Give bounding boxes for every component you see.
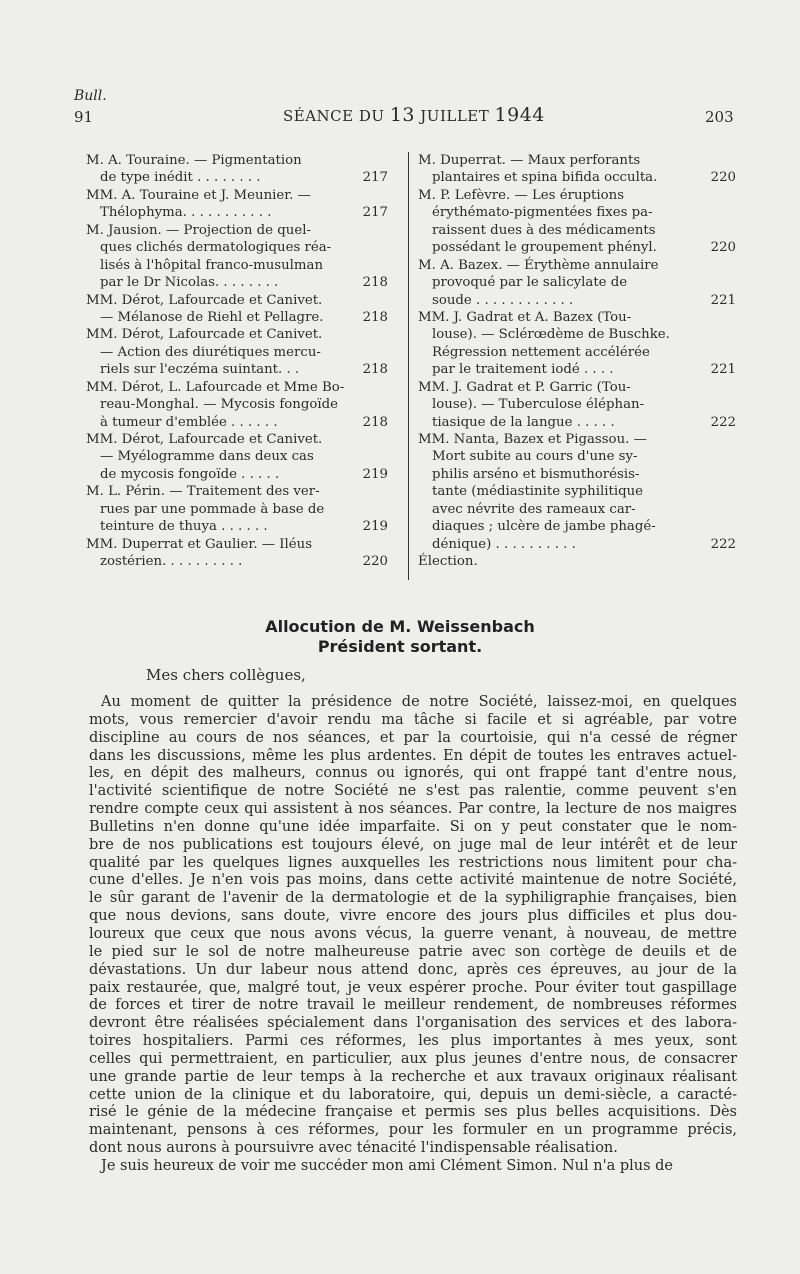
toc-entry-line: MM. J. Gadrat et A. Bazex (Tou- [418,309,632,325]
running-head-year: 1944 [494,104,545,126]
speech-line: paix restaurée, que, malgré tout, je veux espérer proche. Pour éviter tout gaspillage [89,979,737,996]
toc-entry-line: M. P. Lefèvre. — Les éruptions [418,187,625,203]
toc-page-number: 220 [710,240,736,256]
volume-number: 91 [74,108,94,126]
toc-entry-line: soude . . . . . . . . . . . . 221 [432,292,736,308]
speech-title [0,617,800,657]
speech-line: que nous devions, sans doute, vivre encore des jours plus difficiles et plus dou- [89,908,737,925]
toc-page-number: 218 [362,362,388,378]
toc-entry-line: — Action des diurétiques mercu- [100,344,321,360]
speech-line: une grande partie de leur temps à la recherche et aux travaux originaux réalisant [89,1068,737,1085]
speech-line: discipline au cours de nos séances, et par la courtoisie, qui n'a cessé de régner [89,729,737,746]
toc-entry-line: possédant le groupement phényl. 220 [432,240,736,256]
toc-entry-line: reau-Monghal. — Mycosis fongoïde [100,397,338,413]
toc-entry-line: rues par une pommade à base de [100,501,325,517]
toc-entry-line: MM. Dérot, Lafourcade et Canivet. [86,292,323,308]
page-number: 203 [705,108,734,126]
toc-entry-line: MM. Nanta, Bazex et Pigassou. — [418,432,647,447]
toc-entry-line: — Myélogramme dans deux cas [100,449,314,465]
speech-line: Au moment de quitter la présidence de notre Société, laissez-moi, en quelques [101,694,737,710]
speech-line: rendre compte ceux qui assistent à nos séances. Par contre, la lecture de nos maigres [89,801,737,818]
speech-line: le pied sur le sol de notre malheureuse patrie avec son cortège de deuils et de [89,943,737,960]
speech-line: Je suis heureux de voir me succéder mon ami Clément Simon. Nul n'a plus de [101,1157,673,1174]
speech-line: mots, vous remercier d'avoir rendu ma tâche si facile et si agréable, par votre [89,711,737,728]
toc-page-number: 218 [362,309,388,325]
toc-page-number: 218 [362,414,388,430]
speech-line: Bulletins n'en donne qu'une idée imparfaite. Si on y peut constater que le nom- [89,818,737,835]
toc-entry-line: louse). — Sclérœdème de Buschke. [432,327,670,343]
toc-entry [86,222,388,292]
column-divider [408,152,409,580]
speech-line: maintenant, pensons à ces réformes, pour les formuler en un programme précis, [89,1122,737,1139]
speech-line: de forces et tirer de notre travail le meilleur rendement, de nombreuses réformes [89,997,737,1014]
toc-entry [86,483,388,535]
toc-page-number: 222 [710,414,736,430]
toc-entry-line: M. Duperrat. — Maux perforants [418,153,641,168]
toc-entry-line: riels sur l'eczéma suintant. . . 218 [100,362,388,378]
toc-entry-line: de mycosis fongoïde . . . . . 219 [100,466,388,482]
journal-abbrev: Bull. [74,88,107,104]
toc-left-column [86,152,388,571]
toc-entry-line: par le traitement iodé . . . . 221 [432,362,736,378]
toc-entry [86,152,388,187]
toc-page-number: 221 [710,362,736,378]
toc-entry-line: louse). — Tuberculose éléphan- [432,397,645,413]
toc-entry [418,309,736,379]
toc-page-number: 217 [362,170,388,186]
speech-line: dont nous aurons à poursuivre avec ténacité l'indispensable réalisation. [89,1140,618,1157]
running-head-prefix: SÉANCE DU [283,107,385,125]
toc-entry-line: provoqué par le salicylate de [432,275,628,291]
toc-entry [86,292,388,327]
toc-entry-line: MM. J. Gadrat et P. Garric (Tou- [418,379,631,395]
speech-line: dévastations. Un dur labeur nous attend donc, après ces épreuves, au jour de la [89,961,737,978]
toc-entry [418,257,736,309]
speech-line: le sûr garant de l'avenir de la dermatologie et de la syphiligraphie françaises, bien [89,890,737,907]
speech-line: l'activité scientifique de notre Société ne s'est pas ralentie, comme peuvent s'en [89,783,737,800]
toc-entry-line: MM. Dérot, Lafourcade et Canivet. [86,432,323,447]
toc-entry-line: diaques ; ulcère de jambe phagé- [432,519,656,535]
speech-line: dans les discussions, même les plus ardentes. En dépit de toutes les entraves actuel- [89,747,737,764]
toc-page-number: 219 [362,466,388,482]
toc-entry-line: M. L. Périn. — Traitement des ver- [86,484,320,500]
toc-entry [418,431,736,553]
toc-page-number: 222 [710,536,736,552]
speech-body [89,694,737,1176]
toc-entry [418,187,736,257]
toc-entry-line: M. A. Bazex. — Érythème annulaire [418,257,659,273]
toc-entry [418,379,736,431]
toc-page-number: 220 [710,170,736,186]
toc-entry-line: MM. Dérot, Lafourcade et Canivet. [86,327,323,343]
speech-line: loureux que ceux que nous avons vécus, la guerre venant, à nouveau, de mettre [89,925,737,942]
toc-right-column [418,152,736,571]
toc-entry-line: plantaires et spina bifida occulta. 220 [432,170,736,186]
toc-entry-line: à tumeur d'emblée . . . . . . 218 [100,414,388,430]
toc-entry-line: ques clichés dermatologiques réa- [100,240,332,256]
toc-entry [86,379,388,431]
toc-entry-line: Mort subite au cours d'une sy- [432,449,638,465]
toc-page-number: 219 [362,519,388,535]
toc-entry-line: de type inédit . . . . . . . . 217 [100,170,388,186]
toc-entry-line: — Mélanose de Riehl et Pellagre. 218 [100,309,388,325]
toc-page-number: 217 [362,205,388,221]
toc-entry [86,431,388,483]
toc-page-number: 218 [362,275,388,291]
running-head [283,104,545,126]
speech-title-line1: Allocution de M. Weissenbach [265,617,535,636]
toc-entry-line: zostérien. . . . . . . . . . 220 [100,554,388,570]
toc-entry [418,152,736,187]
speech-line: cette union de la clinique et du laboratoire, qui, depuis un demi-siècle, a caracté- [89,1086,737,1103]
running-head-day: 13 [389,104,416,126]
toc-entry-line: dénique) . . . . . . . . . . 222 [432,536,736,552]
speech-line: les, en dépit des malheurs, connus ou ignorés, qui ont frappé tant d'entre nous, [89,765,737,782]
speech-line: risé le génie de la médecine française et permis ses plus belles acquisitions. Dès [89,1104,737,1121]
speech-line: devront être réalisées spécialement dans l'organisation des services et des labora- [89,1015,737,1032]
toc-entry-line: M. A. Touraine. — Pigmentation [86,153,302,168]
speech-line: toires hospitaliers. Parmi ces réformes, les plus importantes à mes yeux, sont [89,1033,737,1050]
toc-entry-line: philis arséno et bismuthorésis- [432,466,640,482]
toc-entry-line: Élection. [418,554,478,570]
toc-entry-line: Thélophyma. . . . . . . . . . . 217 [100,205,388,221]
toc-page-number: 220 [362,554,388,570]
toc-entry-line: érythémato-pigmentées fixes pa- [432,205,653,221]
toc-entry-line: Régression nettement accélérée [432,344,650,360]
toc-page-number: 221 [710,292,736,308]
toc-entry [86,326,388,378]
speech-line: qualité par les quelques lignes auxquelles les restrictions nous limitent pour cha- [89,854,737,871]
toc-entry-line: MM. Dérot, L. Lafourcade et Mme Bo- [86,379,345,395]
toc-entry-line: avec névrite des rameaux car- [432,501,636,517]
toc-entry-line: tante (médiastinite syphilitique [432,484,644,500]
speech-line: bre de nos publications est toujours élevé, on juge mal de leur intérêt et de leur [89,836,737,853]
speech-line: celles qui permettraient, en particulier, aux plus jeunes d'entre nous, de consacrer [89,1050,737,1067]
salutation: Mes chers collègues, [146,666,306,684]
toc-entry-line: M. Jausion. — Projection de quel- [86,222,311,238]
running-head-month: JUILLET [420,107,490,125]
toc-entry-line: lisés à l'hôpital franco-musulman [100,257,324,273]
speech-title-line2: Président sortant. [317,637,483,656]
toc-entry-line: par le Dr Nicolas. . . . . . . . 218 [100,275,388,291]
speech-line: cune d'elles. Je n'en vois pas moins, dans cette activité maintenue de notre Société, [89,872,737,889]
toc-entry [86,187,388,222]
toc-entry [86,536,388,571]
toc-entry-line: tiasique de la langue . . . . . 222 [432,414,736,430]
toc-entry-line: teinture de thuya . . . . . . 219 [100,519,388,535]
toc-entry-line: MM. A. Touraine et J. Meunier. — [86,187,311,203]
toc-entry-line: raissent dues à des médicaments [432,222,656,238]
toc-entry-line: MM. Duperrat et Gaulier. — Iléus [86,536,313,552]
toc-entry [418,553,736,570]
